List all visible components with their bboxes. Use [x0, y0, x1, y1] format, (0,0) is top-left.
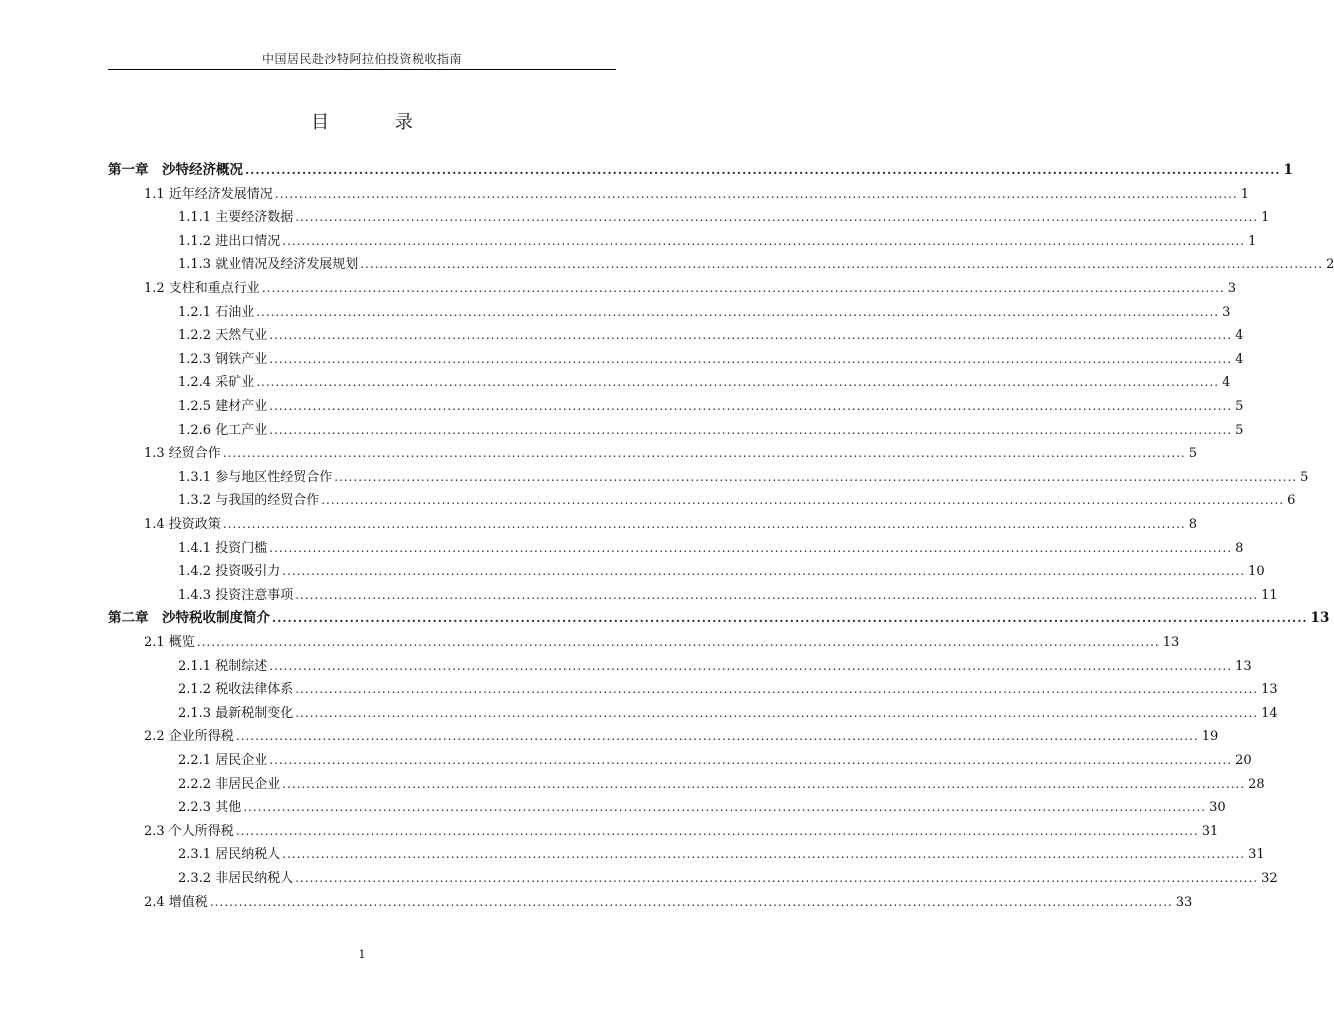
toc-leader-dots: ........................................................................................................................................................................................................ [269, 399, 1233, 413]
toc-entry-label: 1.1.2 进出口情况 [178, 233, 281, 249]
toc-entry-page: 3 [1227, 281, 1236, 296]
toc-entry-page: 8 [1188, 517, 1197, 532]
toc-leader-dots: ........................................................................................................................................................................................................ [245, 163, 1281, 177]
toc-leader-dots: ........................................................................................................................................................................................................ [196, 635, 1160, 649]
toc-entry-label: 2.3.2 非居民纳税人 [178, 871, 294, 886]
toc-entry-page: 33 [1175, 894, 1193, 910]
toc-entry[interactable] [178, 559, 1265, 580]
toc-entry-page: 2 [1326, 257, 1334, 273]
toc-entry-label: 2.2.1 居民企业 [178, 753, 268, 768]
toc-entry-page: 6 [1287, 493, 1296, 509]
toc-entry-label: 1.4.2 投资吸引力 [178, 564, 281, 580]
toc-entry[interactable] [144, 276, 1236, 296]
toc-entry[interactable] [178, 677, 1278, 698]
toc-entry-label: 2.1.2 税收法律体系 [178, 682, 294, 698]
toc-leader-dots: ........................................................................................................................................................................................................ [269, 753, 1233, 767]
toc-entry[interactable] [178, 418, 1244, 438]
toc-entry-page: 5 [1188, 446, 1197, 462]
toc-entry[interactable] [108, 158, 1293, 178]
toc-entry-page: 32 [1261, 871, 1278, 886]
toc-entry-label: 1.4.1 投资门槛 [178, 540, 268, 556]
toc-entry-page: 11 [1261, 587, 1278, 603]
toc-entry[interactable] [178, 229, 1257, 249]
toc-entry-page: 14 [1261, 705, 1278, 721]
toc-entry-page: 13 [1235, 658, 1252, 674]
toc-entry[interactable] [144, 630, 1180, 650]
toc-entry-page: 19 [1201, 729, 1219, 745]
toc-leader-dots: ........................................................................................................................................................................................................ [334, 469, 1298, 484]
toc-entry[interactable] [178, 394, 1244, 414]
toc-entry[interactable] [178, 205, 1270, 226]
toc-entry-page: 13 [1162, 635, 1180, 650]
toc-entry-label: 2.2.3 其他 [178, 800, 242, 816]
toc-leader-dots: ........................................................................................................................................................................................................ [261, 281, 1225, 295]
toc-leader-dots: ........................................................................................................................................................................................................ [295, 210, 1259, 225]
toc-entry-label: 1.2.1 石油业 [178, 304, 255, 320]
running-header: 中国居民赴沙特阿拉伯投资税收指南 [261, 52, 462, 66]
toc-entry-page: 10 [1248, 564, 1265, 580]
toc-entry-label: 2.1.1 税制综述 [178, 658, 268, 674]
toc-entry[interactable] [108, 606, 1330, 627]
toc-leader-dots: ........................................................................................................................................................................................................ [295, 682, 1259, 697]
toc-entry-page: 8 [1235, 540, 1244, 556]
toc-entry-page: 1 [1248, 233, 1257, 249]
toc-leader-dots: ........................................................................................................................................................................................................ [235, 729, 1199, 744]
toc-entry-page: 1 [1240, 186, 1249, 202]
toc-entry[interactable] [178, 748, 1252, 768]
toc-leader-dots: ........................................................................................................................................................................................................ [269, 328, 1233, 343]
toc-leader-dots: ........................................................................................................................................................................................................ [282, 564, 1246, 579]
toc-entry-page: 31 [1248, 847, 1265, 863]
toc-entry-page: 4 [1235, 328, 1244, 344]
toc-entry-page: 5 [1235, 399, 1244, 414]
toc-entry-label: 1.3 经贸合作 [144, 446, 221, 462]
toc-entry-label: 2.2 企业所得税 [144, 729, 234, 745]
toc-entry-label: 1.1.3 就业情况及经济发展规划 [178, 257, 359, 273]
toc-entry-label: 1.1 近年经济发展情况 [144, 186, 273, 202]
toc-entry[interactable] [178, 842, 1265, 863]
toc-leader-dots: ........................................................................................................................................................................................................ [222, 517, 1186, 531]
toc-entry-label: 第二章 沙特税收制度简介 [108, 610, 270, 627]
toc-leader-dots: ........................................................................................................................................................................................................ [256, 304, 1220, 319]
toc-entry-page: 13 [1310, 610, 1330, 627]
toc-entry[interactable] [178, 488, 1296, 509]
toc-entry[interactable] [178, 323, 1244, 344]
toc-entry-label: 1.2.3 钢铁产业 [178, 351, 268, 367]
toc-leader-dots: ........................................................................................................................................................................................................ [256, 375, 1220, 390]
page-number: 1 [358, 948, 366, 961]
toc-entry-label: 2.1.3 最新税制变化 [178, 705, 294, 721]
toc-leader-dots: ........................................................................................................................................................................................................ [274, 186, 1238, 201]
toc-entry-page: 20 [1235, 753, 1252, 768]
toc-title: 目 录 [311, 112, 443, 133]
toc-entry-label: 1.2.2 天然气业 [178, 328, 268, 344]
toc-entry-label: 1.4 投资政策 [144, 517, 221, 532]
toc-entry-page: 28 [1248, 776, 1265, 792]
toc-entry-label: 1.2 支柱和重点行业 [144, 281, 260, 296]
toc-entry-page: 31 [1201, 823, 1219, 839]
toc-entry-label: 1.2.4 采矿业 [178, 375, 255, 391]
toc-entry[interactable] [144, 512, 1197, 532]
toc-entry-page: 4 [1222, 375, 1231, 391]
toc-leader-dots: ........................................................................................................................................................................................................ [269, 351, 1233, 366]
toc-entry-label: 1.2.5 建材产业 [178, 399, 268, 414]
toc-entry[interactable] [178, 300, 1231, 320]
toc-leader-dots: ........................................................................................................................................................................................................ [321, 493, 1285, 508]
toc-entry-label: 1.2.6 化工产业 [178, 422, 268, 438]
toc-entry[interactable] [178, 347, 1244, 367]
toc-entry-page: 5 [1300, 469, 1309, 485]
toc-leader-dots: ........................................................................................................................................................................................................ [209, 894, 1173, 909]
toc-entry-page: 3 [1222, 304, 1231, 320]
toc-entry-page: 1 [1261, 210, 1270, 226]
toc-entry[interactable] [178, 536, 1244, 556]
toc-entry[interactable] [178, 701, 1278, 721]
toc-leader-dots: ........................................................................................................................................................................................................ [235, 823, 1199, 838]
toc-entry-page: 4 [1235, 351, 1244, 367]
toc-leader-dots: ........................................................................................................................................................................................................ [295, 871, 1259, 885]
header-rule [108, 69, 616, 70]
toc-entry[interactable] [178, 654, 1252, 674]
toc-entry-label: 2.3.1 居民纳税人 [178, 847, 281, 863]
toc-entry-page: 1 [1283, 162, 1293, 178]
toc-leader-dots: ........................................................................................................................................................................................................ [269, 540, 1233, 555]
toc-entry[interactable] [144, 890, 1193, 910]
toc-leader-dots: ........................................................................................................................................................................................................ [269, 422, 1233, 437]
toc-entry[interactable] [178, 583, 1278, 603]
toc-entry-label: 2.2.2 非居民企业 [178, 776, 281, 792]
toc-entry[interactable] [144, 724, 1219, 745]
toc-entry-label: 1.1.1 主要经济数据 [178, 210, 294, 226]
toc-entry-label: 2.1 概览 [144, 635, 195, 650]
toc-leader-dots: ........................................................................................................................................................................................................ [272, 611, 1308, 626]
toc-entry-page: 5 [1235, 422, 1244, 438]
toc-leader-dots: ........................................................................................................................................................................................................ [243, 800, 1207, 815]
toc-entry-page: 13 [1261, 682, 1278, 698]
toc-entry[interactable] [178, 772, 1265, 792]
toc-entry-page: 30 [1209, 800, 1226, 816]
toc-leader-dots: ........................................................................................................................................................................................................ [295, 587, 1259, 602]
toc-entry-label: 1.3.2 与我国的经贸合作 [178, 493, 320, 509]
toc-leader-dots: ........................................................................................................................................................................................................ [282, 776, 1246, 791]
toc-entry[interactable] [144, 441, 1197, 462]
toc-leader-dots: ........................................................................................................................................................................................................ [269, 658, 1233, 673]
toc-entry[interactable] [144, 819, 1219, 839]
toc-entry[interactable] [178, 370, 1231, 391]
toc-entry-label: 1.4.3 投资注意事项 [178, 587, 294, 603]
toc-leader-dots: ........................................................................................................................................................................................................ [282, 233, 1246, 248]
toc-entry[interactable] [144, 182, 1249, 202]
toc-entry-label: 1.3.1 参与地区性经贸合作 [178, 469, 333, 485]
toc-entry-label: 2.3 个人所得税 [144, 823, 234, 839]
toc-entry[interactable] [178, 866, 1278, 886]
toc-entry[interactable] [178, 252, 1334, 273]
toc-entry[interactable] [178, 795, 1226, 816]
toc-leader-dots: ........................................................................................................................................................................................................ [282, 847, 1246, 862]
toc-entry[interactable] [178, 465, 1309, 485]
toc-leader-dots: ........................................................................................................................................................................................................ [295, 705, 1259, 720]
toc-entry-label: 第一章 沙特经济概况 [108, 162, 243, 178]
toc-entry-label: 2.4 增值税 [144, 894, 208, 910]
toc-leader-dots: ........................................................................................................................................................................................................ [222, 446, 1186, 461]
toc-leader-dots: ........................................................................................................................................................................................................ [360, 257, 1324, 272]
